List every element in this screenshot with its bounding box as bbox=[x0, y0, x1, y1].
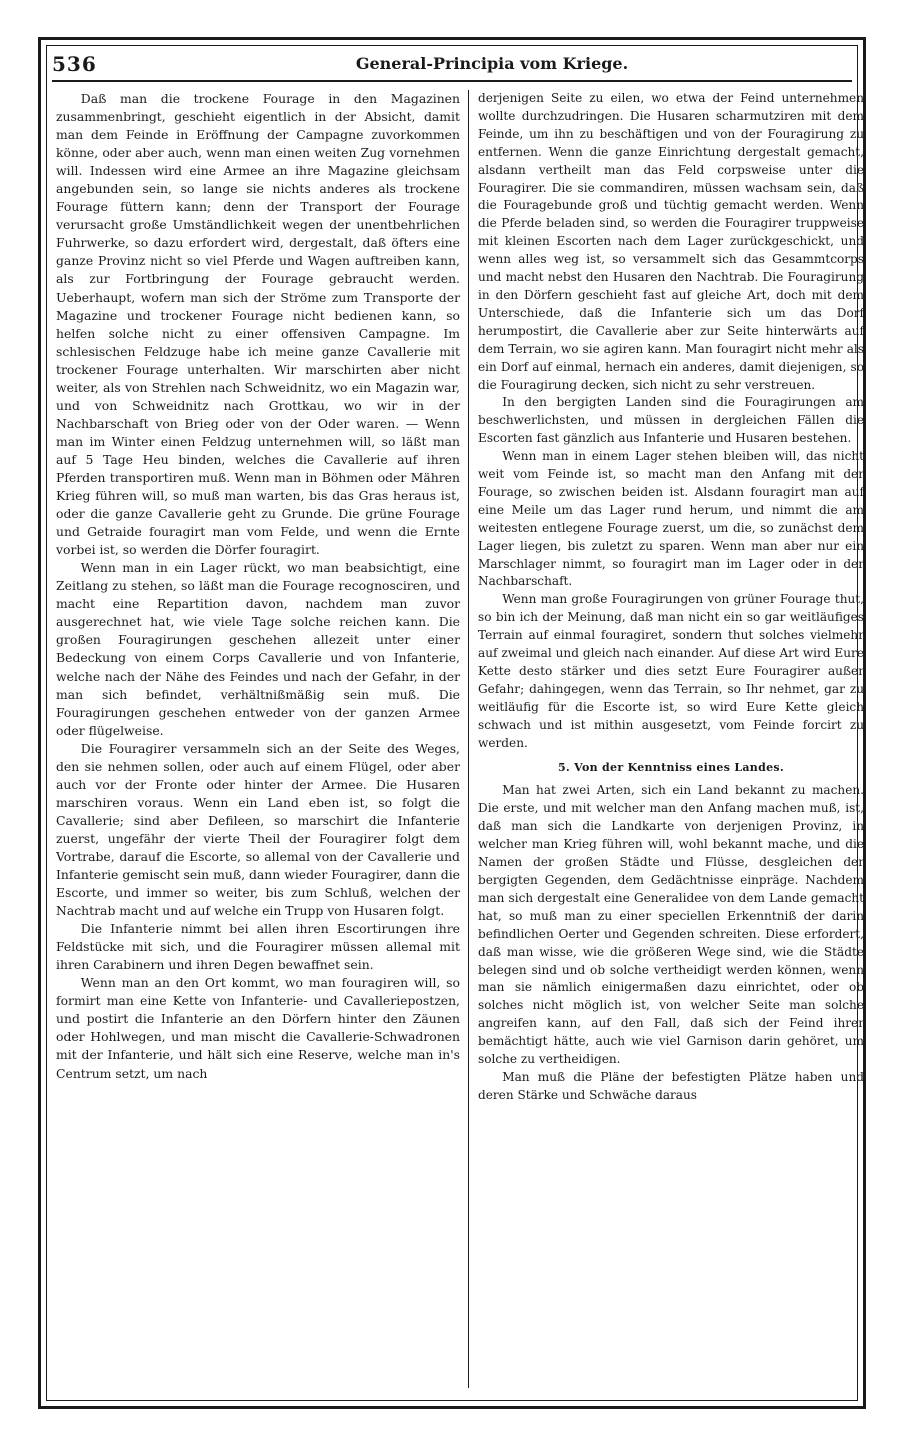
paragraph: Wenn man in ein Lager rückt, wo man beabsichtigt, eine Zeitlang zu stehen, so läßt man die Fourage recognosciren, und macht eine Repartition davon, nachdem man zuvor ausgerechnet hat, wie viele Tage solche reichen kann. Die großen Fouragirungen geschehen allezeit unter einer Bedeckung von einem Corps Cavallerie und von Infanterie, welche nach der Nähe des Feindes und nach der Gefahr, in der man sich befindet, verhältnißmäßig sein muß. Die Fouragirungen geschehen entweder von der ganzen Armee oder flügelweise. bbox=[56, 560, 460, 738]
page-number: 536 bbox=[52, 52, 97, 76]
paragraph: Wenn man an den Ort kommt, wo man fouragiren will, so formirt man eine Kette von Infanterie- und Cavalleriepostzen, und postirt die Infanterie an den Dörfern hinter den Zäunen oder Hohlwegen, und man mischt die Cavallerie-Schwadronen mit der Infanterie, und hält sich eine Reserve, welche man in's Centrum setzt, um nach bbox=[56, 975, 460, 1081]
paragraph: Man muß die Pläne der befestigten Plätze haben und deren Stärke und Schwäche daraus bbox=[478, 1069, 864, 1102]
right-column bbox=[478, 90, 864, 1105]
page-header bbox=[52, 52, 852, 80]
header-rule bbox=[52, 80, 852, 82]
column-divider bbox=[468, 90, 469, 1388]
paragraph: Daß man die trockene Fourage in den Magazinen zusammenbringt, geschieht eigentlich in der Absicht, damit man dem Feinde in Eröffnung der Campagne zuvorkommen könne, oder aber auch, wenn man einen weiten Zug vornehmen will. Indessen wird eine Armee an ihre Magazine gleichsam angebunden sein, so lange sie nichts anderes als trockene Fourage füttern kann; denn der Transport der Fourage verursacht große Umständlichkeit wegen der unentbehrlichen Fuhrwerke, so dazu erfordert wird, dergestalt, daß öfters eine ganze Provinz nicht so viel Pferde und Wagen auftreiben kann, als zur Fortbringung der Fourage gebraucht werden. Ueberhaupt, wofern man sich der Ströme zum Transporte der Magazine und trockener Fourage nicht bedienen kann, so helfen solche nicht zu einer offensiven Campagne. Im schlesischen Feldzuge habe ich meine ganze Cavallerie mit trockener Fourage unterhalten. Wir marschirten aber nicht weiter, als von Strehlen nach Schweidnitz, wo ein Magazin war, und von Schweidnitz nach Grottkau, wo wir in der Nachbarschaft von Brieg oder von der Oder waren. — Wenn man im Winter einen Feldzug unternehmen will, so läßt man auf 5 Tage Heu binden, welches die Cavallerie auf ihren Pferden transportiren muß. Wenn man in Böhmen oder Mähren Krieg führen will, so muß man warten, bis das Gras heraus ist, oder die ganze Cavallerie geht zu Grunde. Die grüne Fourage und Getraide fouragirt man vom Felde, und wenn die Ernte vorbei ist, so werden die Dörfer fouragirt. bbox=[56, 91, 460, 558]
paragraph: In den bergigten Landen sind die Fouragirungen am beschwerlichsten, und müssen in dergleichen Fällen die Escorten fast gänzlich aus Infanterie und Husaren bestehen. bbox=[478, 395, 864, 446]
paragraph: Die Fouragirer versammeln sich an der Seite des Weges, den sie nehmen sollen, oder auch auf einem Flügel, oder aber auch vor der Fronte oder hinter der Armee. Die Husaren marschiren voraus. Wenn ein Land eben ist, so folgt die Cavallerie; sind aber Defileen, so marschirt die Infanterie zuerst, ungefähr der vierte Theil der Fouragirer folgt dem Vortrabe, darauf die Escorte, so allemal von der Cavallerie und Infanterie gemischt sein muß, dann wieder Fouragirer, dann die Escorte, und immer so weiter, bis zum Schluß, welchen der Nachtrab macht und auf welche ein Trupp von Husaren folgt. bbox=[56, 740, 460, 919]
running-title: General-Principia vom Kriege. bbox=[355, 54, 629, 73]
paragraph: Die Infanterie nimmt bei allen ihren Escortirungen ihre Feldstücke mit sich, und die Fouragirer müssen allemal mit ihren Carabinern und ihren Degen bewaffnet sein. bbox=[56, 921, 460, 973]
paragraph: Wenn man in einem Lager stehen bleiben will, das nicht weit vom Feinde ist, so macht man den Anfang mit der Fourage, so zwischen beiden ist. Alsdann fouragirt man auf eine Meile um das Lager rund herum, und nimmt die am weitesten entlegene Fourage zuerst, um die, so zunächst dem Lager liegen, bis zuletzt zu sparen. Wenn man aber nur ein Marschlager nimmt, so fouragirt man im Lager oder in der Nachbarschaft. bbox=[478, 449, 864, 589]
paragraph: Man hat zwei Arten, sich ein Land bekannt zu machen. Die erste, und mit welcher man den Anfang machen muß, ist, daß man sich die Landkarte von derjenigen Provinz, in welcher man Krieg führen will, wohl bekannt mache, und die Namen der großen Städte und Flüsse, desgleichen der bergigten Gegenden, dem Gedächtnisse einpräge. Nachdem man sich dergestalt eine Generalidee von dem Lande gemacht hat, so muß man zu einer speciellen Erkenntniß der darin befindlichen Oerter und Gegenden schreiten. Diese erfordert, daß man wisse, wie die größeren Wege sind, wie die Städte belegen sind und ob solche vertheidigt werden können, wenn man sie nämlich einigermaßen dazu einrichtet, oder ob solches nicht möglich ist, von welcher Seite man solche angreifen kann, auf den Fall, daß sich der Feind ihrer bemächtigt hätte, auch wie viel Garnison darin gehöret, um solche zu vertheidigen. bbox=[478, 783, 864, 1067]
left-column bbox=[56, 90, 460, 1083]
paragraph: derjenigen Seite zu eilen, wo etwa der Feind unternehmen wollte durchzudringen. Die Husaren scharmutziren mit dem Feinde, um ihn zu beschäftigen und von der Fouragirung zu entfernen. Wenn die ganze Einrichtung dergestalt gemacht, alsdann vertheilt man das Feld corpsweise unter die Fouragirer. Die sie commandiren, müssen wachsam sein, daß die Fouragebunde groß und tüchtig gemacht werden. Wenn die Pferde beladen sind, so werden die Fouragirer truppweise mit kleinen Escorten nach dem Lager zurückgeschickt, und wenn alles weg ist, so versammelt sich das Gesammtcorps und macht nebst den Husaren den Nachtrab. Die Fouragirung in den Dörfern geschieht fast auf gleiche Art, doch mit dem Unterschiede, daß die Infanterie sich um das Dorf herumpostirt, die Cavallerie aber zur Seite hinterwärts auf dem Terrain, wo sie agiren kann. Man fouragirt nicht mehr als ein Dorf auf einmal, hernach ein anderes, damit diejenigen, so die Fouragirung decken, sich nicht zu sehr verstreuen. bbox=[478, 91, 864, 392]
section-heading: 5. Von der Kenntniss eines Landes. bbox=[557, 760, 785, 774]
paragraph: Wenn man große Fouragirungen von grüner Fourage thut, so bin ich der Meinung, daß man nicht ein so gar weitläufiges Terrain auf einmal fouragiret, sondern thut solches vielmehr auf zweimal und gleich nach einander. Auf diese Art wird Eure Kette desto stärker und dies setzt Eure Fouragirer außer Gefahr; dahingegen, wenn das Terrain, so Ihr nehmet, gar zu weitläufig für die Escorte ist, so wird Eure Kette gleich schwach und ist mithin ausgesetzt, vom Feinde forcirt zu werden. bbox=[478, 592, 864, 750]
